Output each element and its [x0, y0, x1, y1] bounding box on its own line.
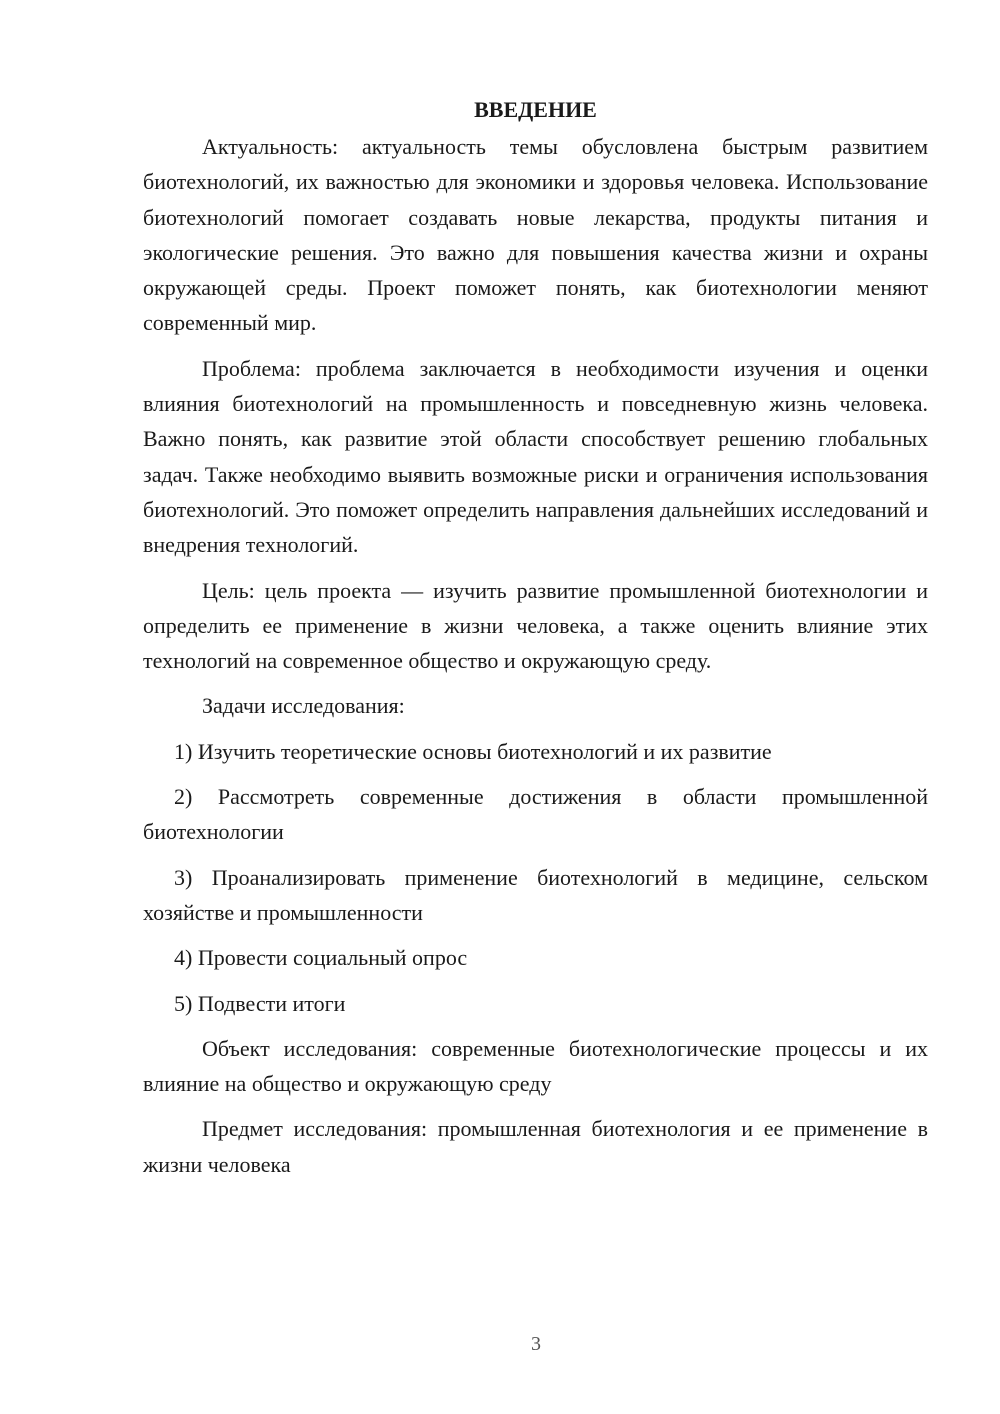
task-item: 4) Провести социальный опрос [174, 945, 468, 971]
object-paragraph: Объект исследования: современные биотехнологические процессы и их влияние на общество и окружающую среду [143, 1035, 928, 1097]
page-number: 3 [531, 1333, 541, 1355]
task-item: 1) Изучить теоретические основы биотехнологий и их развитие [174, 738, 772, 764]
task-item: 5) Подвести итоги [174, 990, 346, 1016]
page-title: ВВЕДЕНИЕ [474, 97, 597, 122]
tasks-heading: Задачи исследования: [202, 693, 405, 719]
document-page [143, 92, 928, 1192]
subject-paragraph: Предмет исследования: промышленная биотехнология и ее применение в жизни человека [143, 1116, 928, 1177]
task-item: 2) Рассмотреть современные достижения в области промышленной биотехнологии [143, 784, 928, 845]
problem-paragraph: Проблема: проблема заключается в необходимости изучения и оценки влияния биотехнологий на промышленность и повседневную жизнь человека. Важно понять, как развитие этой области способствует решению глобальных задач. Также необходимо выявить возможные риски и ограничения использования биотехнологий. Это поможет определить направления дальнейших исследований и внедрения технологий. [143, 355, 928, 558]
goal-paragraph: Цель: цель проекта — изучить развитие промышленной биотехнологии и определить ее применение в жизни человека, а также оценить влияние этих технологий на современное общество и окружающую среду. [143, 577, 928, 674]
relevance-paragraph: Актуальность: актуальность темы обусловлена быстрым развитием биотехнологий, их важностью для экономики и здоровья человека. Использование биотехнологий помогает создавать новые лекарства, продукты питания и экологические решения. Это важно для повышения качества жизни и охраны окружающей среды. Проект поможет понять, как биотехнологии меняют современный мир. [143, 134, 928, 336]
task-item: 3) Проанализировать применение биотехнологий в медицине, сельском хозяйстве и промышленности [143, 864, 928, 925]
